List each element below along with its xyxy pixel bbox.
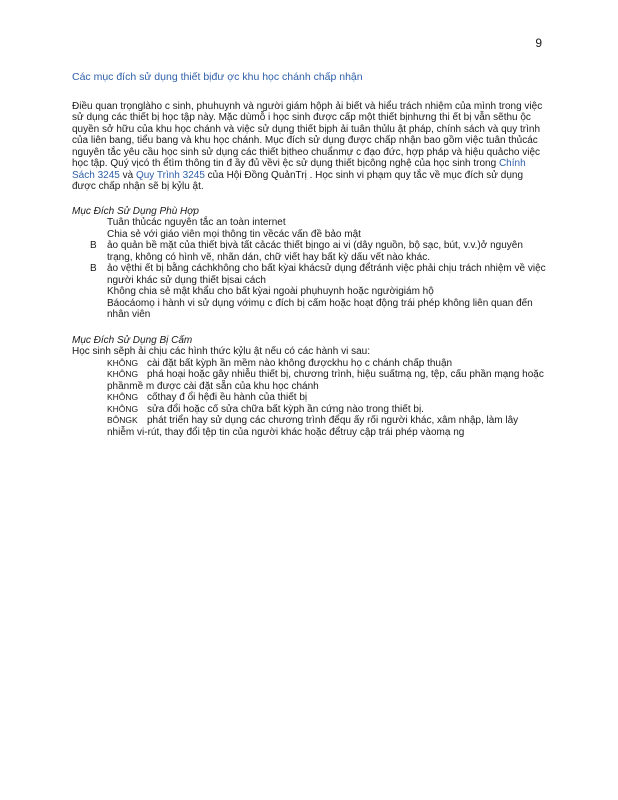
list-item bbox=[72, 229, 548, 241]
procedure-link[interactable]: Quy Trình 3245 bbox=[135, 169, 205, 181]
list-item bbox=[72, 217, 548, 229]
policy-link[interactable]: Chính Sách 3245 bbox=[72, 158, 526, 181]
document-body bbox=[72, 72, 548, 452]
list-item-text: cốthay đ ổi hệđi ều hành của thiết bị bbox=[147, 392, 308, 403]
prohibition-keyword: KHÔNG bbox=[107, 403, 139, 414]
list-item-text: Không chia sẻ mật khẩu cho bất kỳai ngoài phụhuynh hoặc ngườigiám hộ bbox=[107, 286, 434, 297]
list-item-text: cài đặt bất kỳph ần mềm nào không đượckhu họ c chánh chấp thuận bbox=[147, 357, 453, 369]
intro-paragraph bbox=[72, 101, 548, 193]
list-item-text: Báocáomọ i hành vi sử dụng vớimụ c đích bị cấm hoặc hoạt động trái phép không liên quan đến nhân viên bbox=[107, 297, 533, 320]
list-item-text: sửa đổi hoặc cố sửa chữa bất kỳph ần cứng nào trong thiết bị. bbox=[147, 403, 424, 415]
prohibited-use-title: Mục Đích Sử Dụng Bị Cấm bbox=[72, 334, 193, 346]
list-item-text: Tuân thủcác nguyên tắc an toàn internet bbox=[107, 217, 286, 228]
list-item bbox=[72, 240, 548, 263]
list-item bbox=[72, 369, 548, 392]
list-item-text: ảo quản bề mặt của thiết bịvà tất cảcác thiết bịngo ai vi (dây nguồn, bộ sạc, bút, v.v.)ở nguyên trạng, không có hình vẽ, nhãn dán, chữ viết hay bất kỳ dấu vết nào khác. bbox=[107, 240, 523, 263]
list-item bbox=[72, 358, 548, 370]
intro-text: Điều quan trọnglàho c sinh, phuhuynh và người giám hộph ải biết và hiểu trách nhiệm của mình trong việc sử dụng các thiết bị học tập này. Mặc dùmỗ i học sinh được cấp một thiết bịnhưng thi ết bị vẫn sẽthu ộc quyền sở hữu của khu học chánh và việc sử dụng thiết bịph ải tuân thủlu ật pháp, chính sách và quy trình của liên bang, tiểu bang và khu học chánh. Mục đích sử dụng được chấp nhận bao gồm việc tuân thủcác nguyên tắc yêu cầu học sinh sử dụng các thiết bịtheo chuẩnmự c đạo đức, hợp pháp và hiệu quảcho việc học tập. Quý vịcó th ểtìm thông tin đ ầy đủ vềvi ệc sử dụng thiết bịcông nghệ của học sinh trong bbox=[72, 100, 543, 169]
prohibition-keyword: KHÔNG bbox=[107, 369, 139, 379]
prohibition-keyword: BÔNGK bbox=[107, 415, 138, 425]
prohibited-use-list bbox=[72, 358, 548, 439]
list-item bbox=[72, 415, 548, 438]
list-item-text: phát triển hay sử dụng các chương trình đểqu ấy rối người khác, xâm nhập, làm lây nhiễm vi-rút, thay đổi tệp tin của người khác hoặc đểtruy cập trái phép vàomạ ng bbox=[107, 415, 519, 438]
list-item bbox=[72, 286, 548, 298]
intro-middle: và bbox=[119, 169, 136, 181]
intro-end: của Hội Đồng QuảnTrị . Học sinh vi phạm quy tắc về mục đích sử dụng được chấp nhận sẽ bị kỷlu ật. bbox=[72, 169, 524, 192]
list-item bbox=[72, 298, 548, 321]
list-item bbox=[72, 404, 548, 416]
appropriate-use-list bbox=[72, 217, 548, 321]
appropriate-use-title: Mục Đích Sử Dụng Phù Hợp bbox=[72, 205, 199, 217]
list-item-text: phá hoại hoặc gây nhiễu thiết bị, chương trình, hiệu suấtmạ ng, tệp, cấu phần mạng hoặc phầnmề m được cài đặt sẵn của khu học chánh bbox=[107, 369, 544, 392]
list-item-text: ảo vệthi ết bị bằng cáchkhông cho bất kỳai khácsử dụng đểtránh việc phải chịu trách nhiệm về việc người khác sử dụng thiết bịsai cách bbox=[107, 263, 546, 286]
list-item-text: Chia sẻ với giáo viên mọi thông tin vềcác vấn đề bảo mật bbox=[107, 228, 361, 240]
list-item bbox=[72, 392, 548, 404]
prohibited-use-intro: Học sinh sẽph ải chịu các hình thức kỷlu ật nếu có các hành vi sau: bbox=[72, 346, 370, 357]
page-number: 9 bbox=[535, 36, 542, 50]
prohibition-keyword: KHÔNG bbox=[107, 392, 139, 402]
bullet-mark: B bbox=[90, 240, 97, 251]
section-heading: Các mục đích sử dụng thiết bịđư ợc khu học chánh chấp nhận bbox=[72, 71, 363, 83]
prohibition-keyword: KHÔNG bbox=[107, 357, 139, 368]
list-item bbox=[72, 263, 548, 286]
bullet-mark: B bbox=[90, 263, 97, 274]
